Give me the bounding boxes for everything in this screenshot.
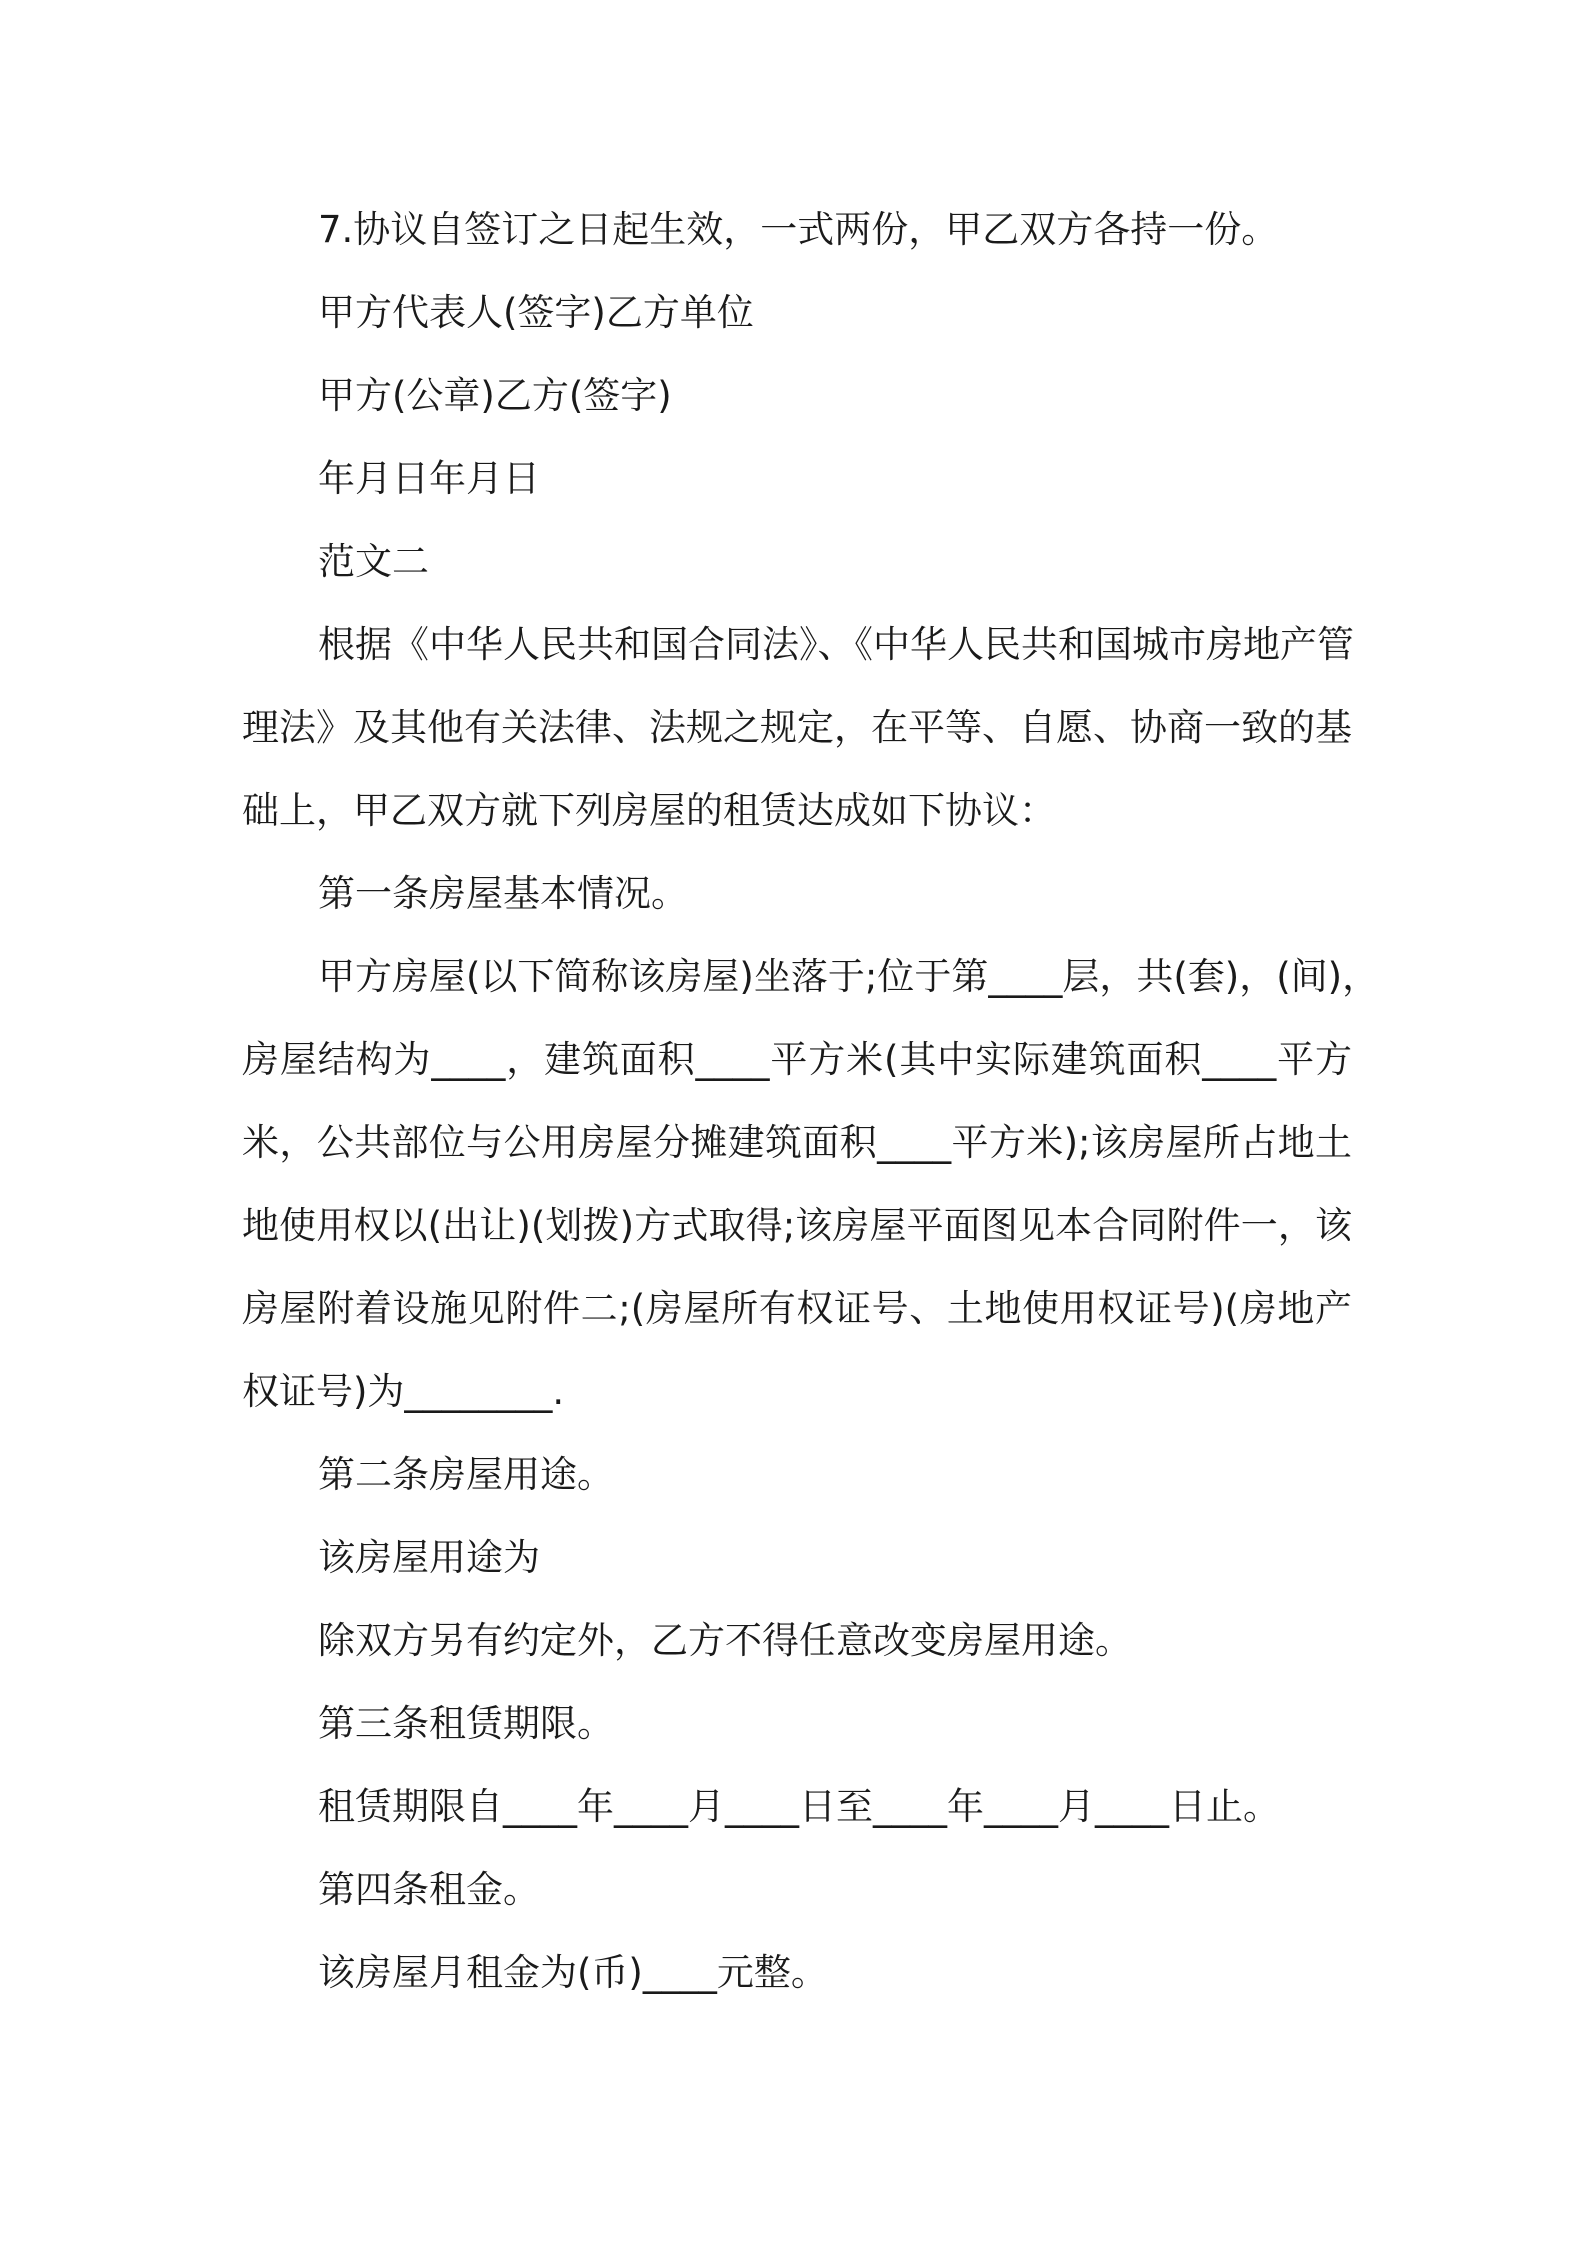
paragraph-line: 该房屋月租金为(币)____元整。 xyxy=(318,1951,828,1994)
paragraph-line: 米，公共部位与公用房屋分摊建筑面积____平方米);该房屋所占地土 xyxy=(242,1121,1352,1164)
article-heading: 第一条房屋基本情况。 xyxy=(318,872,688,915)
paragraph-line: 甲方(公章)乙方(签字) xyxy=(318,374,672,417)
paragraph-line: 房屋附着设施见附件二;(房屋所有权证号、土地使用权证号)(房地产 xyxy=(242,1287,1352,1330)
paragraph-line: 该房屋用途为 xyxy=(318,1536,540,1579)
article-heading: 第二条房屋用途。 xyxy=(318,1453,614,1496)
article-heading: 第四条租金。 xyxy=(318,1868,540,1911)
section-heading: 范文二 xyxy=(318,540,429,583)
paragraph-line: 甲方房屋(以下简称该房屋)坐落于;位于第____层，共(套)，(间)， xyxy=(318,955,1380,998)
article-heading: 第三条租赁期限。 xyxy=(318,1702,614,1745)
paragraph-line: 础上，甲乙双方就下列房屋的租赁达成如下协议： xyxy=(242,789,1056,832)
paragraph-line: 权证号)为________. xyxy=(242,1370,565,1413)
paragraph-line: 年月日年月日 xyxy=(318,457,540,500)
paragraph-line: 甲方代表人(签字)乙方单位 xyxy=(318,291,754,334)
paragraph-line: 房屋结构为____，建筑面积____平方米(其中实际建筑面积____平方 xyxy=(242,1038,1352,1081)
paragraph-line: 7.协议自签订之日起生效，一式两份，甲乙双方各持一份。 xyxy=(318,208,1279,251)
paragraph-line: 除双方另有约定外，乙方不得任意改变房屋用途。 xyxy=(318,1619,1132,1662)
paragraph-line: 理法》及其他有关法律、法规之规定，在平等、自愿、协商一致的基 xyxy=(242,706,1352,749)
paragraph-line: 租赁期限自____年____月____日至____年____月____日止。 xyxy=(318,1785,1280,1828)
paragraph-line: 地使用权以(出让)(划拨)方式取得;该房屋平面图见本合同附件一，该 xyxy=(242,1204,1352,1247)
paragraph-line: 根据《中华人民共和国合同法》、《中华人民共和国城市房地产管 xyxy=(318,623,1354,666)
